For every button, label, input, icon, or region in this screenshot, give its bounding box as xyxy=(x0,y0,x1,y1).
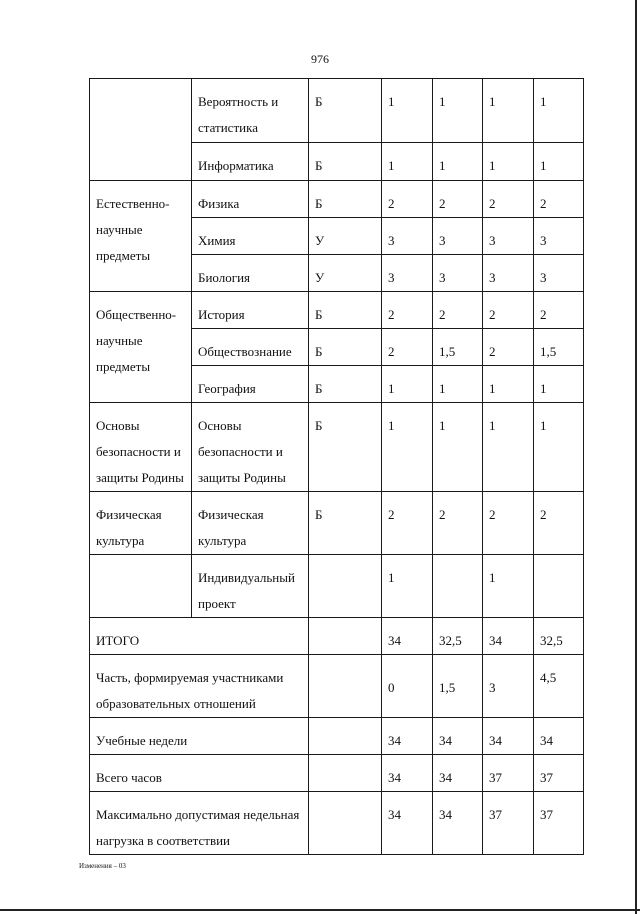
subject-name: История xyxy=(192,292,309,329)
subject-name: Физическая культура xyxy=(192,492,309,555)
table-row xyxy=(90,755,584,792)
hours-cell: 3 xyxy=(433,255,483,292)
hours-cell: 1 xyxy=(483,403,534,492)
hours-cell: 37 xyxy=(534,755,584,792)
hours-cell: 2 xyxy=(534,492,584,555)
subject-area-cell: Общественно-научные предметы xyxy=(90,292,192,403)
level-cell: Б xyxy=(309,403,382,492)
hours-cell: 2 xyxy=(483,292,534,329)
summary-label: Учебные недели xyxy=(90,718,309,755)
hours-cell: 2 xyxy=(483,329,534,366)
hours-cell: 1 xyxy=(483,366,534,403)
hours-cell: 2 xyxy=(382,329,433,366)
hours-cell: 2 xyxy=(433,492,483,555)
table-row xyxy=(90,792,584,855)
hours-cell: 34 xyxy=(433,718,483,755)
level-cell xyxy=(309,555,382,618)
hours-cell: 37 xyxy=(483,792,534,855)
hours-cell: 34 xyxy=(433,755,483,792)
hours-cell: 1 xyxy=(382,79,433,143)
hours-cell: 2 xyxy=(483,492,534,555)
hours-cell: 1 xyxy=(433,79,483,143)
hours-cell: 34 xyxy=(483,618,534,655)
table-row xyxy=(90,403,584,492)
hours-cell: 3 xyxy=(483,218,534,255)
hours-cell: 0 xyxy=(382,655,433,718)
level-cell: Б xyxy=(309,181,382,218)
subject-area-cell xyxy=(90,555,192,618)
hours-cell: 34 xyxy=(483,718,534,755)
level-cell: У xyxy=(309,218,382,255)
hours-cell: 2 xyxy=(534,292,584,329)
hours-cell: 2 xyxy=(433,292,483,329)
page-border-bottom xyxy=(0,909,640,911)
level-cell: Б xyxy=(309,366,382,403)
table-row xyxy=(90,181,584,218)
level-cell: Б xyxy=(309,492,382,555)
table-row xyxy=(90,655,584,718)
hours-cell: 1 xyxy=(382,555,433,618)
level-cell: Б xyxy=(309,329,382,366)
level-cell xyxy=(309,718,382,755)
table-row xyxy=(90,492,584,555)
hours-cell: 3 xyxy=(483,255,534,292)
curriculum-table xyxy=(89,78,584,855)
hours-cell: 2 xyxy=(382,181,433,218)
level-cell: У xyxy=(309,255,382,292)
hours-cell: 3 xyxy=(382,255,433,292)
hours-cell: 3 xyxy=(534,218,584,255)
subject-name: Физика xyxy=(192,181,309,218)
hours-cell: 2 xyxy=(433,181,483,218)
hours-cell: 37 xyxy=(483,755,534,792)
table-row xyxy=(90,79,584,143)
hours-cell: 2 xyxy=(382,292,433,329)
hours-cell: 1 xyxy=(382,366,433,403)
footer-note: Изменения – 03 xyxy=(79,862,126,870)
subject-area-cell: Физическая культура xyxy=(90,492,192,555)
hours-cell: 4,5 xyxy=(534,655,584,718)
hours-cell: 1 xyxy=(433,403,483,492)
hours-cell: 1 xyxy=(534,143,584,181)
subject-name: Обществознание xyxy=(192,329,309,366)
subject-name: Основы безопасности и защиты Родины xyxy=(192,403,309,492)
hours-cell: 3 xyxy=(433,218,483,255)
subject-name: География xyxy=(192,366,309,403)
hours-cell: 1 xyxy=(483,79,534,143)
hours-cell: 1,5 xyxy=(534,329,584,366)
hours-cell: 1 xyxy=(534,79,584,143)
hours-cell: 1 xyxy=(382,403,433,492)
level-cell xyxy=(309,792,382,855)
summary-label: ИТОГО xyxy=(90,618,309,655)
subject-name: Химия xyxy=(192,218,309,255)
table-row xyxy=(90,718,584,755)
level-cell xyxy=(309,755,382,792)
subject-name: Биология xyxy=(192,255,309,292)
hours-cell: 3 xyxy=(382,218,433,255)
level-cell xyxy=(309,655,382,718)
hours-cell xyxy=(534,555,584,618)
hours-cell: 32,5 xyxy=(433,618,483,655)
hours-cell xyxy=(433,555,483,618)
hours-cell: 1 xyxy=(433,143,483,181)
level-cell xyxy=(309,618,382,655)
hours-cell: 1 xyxy=(382,143,433,181)
table-row xyxy=(90,555,584,618)
hours-cell: 3 xyxy=(483,655,534,718)
hours-cell: 34 xyxy=(433,792,483,855)
hours-cell: 34 xyxy=(534,718,584,755)
hours-cell: 1 xyxy=(483,143,534,181)
hours-cell: 1,5 xyxy=(433,329,483,366)
level-cell: Б xyxy=(309,292,382,329)
summary-label: Максимально допустимая недельная нагрузка в соответствии xyxy=(90,792,309,855)
hours-cell: 1 xyxy=(433,366,483,403)
hours-cell: 37 xyxy=(534,792,584,855)
page-border-right xyxy=(635,0,637,914)
hours-cell: 32,5 xyxy=(534,618,584,655)
subject-area-cell: Естественно-научные предметы xyxy=(90,181,192,292)
hours-cell: 34 xyxy=(382,618,433,655)
hours-cell: 1,5 xyxy=(433,655,483,718)
hours-cell: 1 xyxy=(534,366,584,403)
table-row xyxy=(90,618,584,655)
summary-label: Часть, формируемая участниками образовательных отношений xyxy=(90,655,309,718)
hours-cell: 3 xyxy=(534,255,584,292)
subject-area-cell xyxy=(90,79,192,181)
hours-cell: 34 xyxy=(382,755,433,792)
hours-cell: 2 xyxy=(483,181,534,218)
hours-cell: 1 xyxy=(483,555,534,618)
table-row xyxy=(90,292,584,329)
hours-cell: 2 xyxy=(534,181,584,218)
subject-name: Информатика xyxy=(192,143,309,181)
page-number: 976 xyxy=(311,52,329,66)
hours-cell: 34 xyxy=(382,792,433,855)
subject-name: Индивидуальный проект xyxy=(192,555,309,618)
subject-name: Вероятность и статистика xyxy=(192,79,309,143)
hours-cell: 2 xyxy=(382,492,433,555)
hours-cell: 1 xyxy=(534,403,584,492)
level-cell: Б xyxy=(309,79,382,143)
hours-cell: 34 xyxy=(382,718,433,755)
subject-area-cell: Основы безопасности и защиты Родины xyxy=(90,403,192,492)
level-cell: Б xyxy=(309,143,382,181)
summary-label: Всего часов xyxy=(90,755,309,792)
